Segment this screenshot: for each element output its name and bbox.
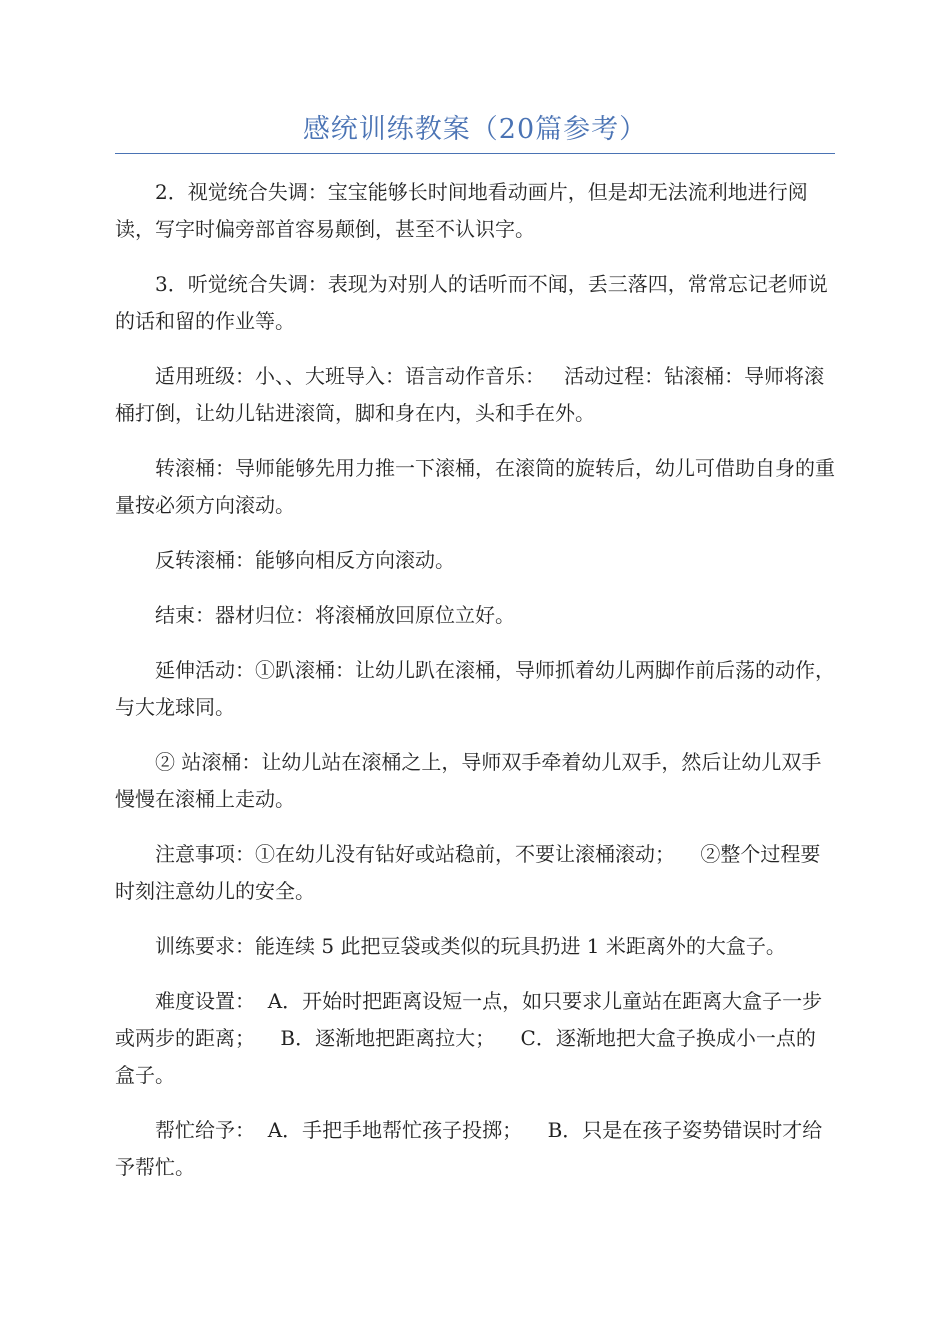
paragraph-stand-barrel: ② 站滚桶：让幼儿站在滚桶之上，导师双手牵着幼儿双手，然后让幼儿双手慢慢在滚桶上走动。 (115, 750, 822, 811)
paragraph-precautions: 注意事项：①在幼儿没有钻好或站稳前，不要让滚桶滚动； ②整个过程要时刻注意幼儿的安全。 (115, 842, 821, 903)
paragraph-rotate-barrel: 转滚桶：导师能够先用力推一下滚桶，在滚筒的旋转后，幼儿可借助自身的重量按必须方向滚动。 (115, 456, 835, 517)
title-underline (115, 153, 835, 154)
paragraph-difficulty-settings: 难度设置： A．开始时把距离设短一点，如只要求儿童站在距离大盒子一步或两步的距离； B．逐渐地把距离拉大； C．逐渐地把大盒子换成小一点的盒子。 (115, 989, 823, 1087)
paragraph-training-requirement: 训练要求：能连续 5 此把豆袋或类似的玩具扔进 1 米距离外的大盒子。 (155, 934, 786, 958)
paragraph-ending: 结束：器材归位：将滚桶放回原位立好。 (155, 603, 515, 627)
paragraph-class-and-activity: 适用班级：小、、大班导入：语言动作音乐： 活动过程：钻滚桶：导师将滚桶打倒，让幼儿钻进滚筒，脚和身在内，头和手在外。 (115, 364, 825, 425)
document-title: 感统训练教案（20篇参考） (302, 114, 648, 145)
document-body (115, 174, 835, 1204)
paragraph-assistance: 帮忙给予： A．手把手地帮忙孩子投掷； B．只是在孩子姿势错误时才给予帮忙。 (115, 1118, 823, 1179)
paragraph-reverse-barrel: 反转滚桶：能够向相反方向滚动。 (155, 548, 455, 572)
paragraph-extension-activity: 延伸活动：①趴滚桶：让幼儿趴在滚桶，导师抓着幼儿两脚作前后荡的动作，与大龙球同。 (115, 658, 835, 719)
paragraph-auditory-integration: 3．听觉统合失调：表现为对别人的话听而不闻，丢三落四，常常忘记老师说的话和留的作业等。 (115, 272, 828, 333)
paragraph-visual-integration: 2．视觉统合失调：宝宝能够长时间地看动画片，但是却无法流利地进行阅读，写字时偏旁部首容易颠倒，甚至不认识字。 (115, 180, 808, 241)
